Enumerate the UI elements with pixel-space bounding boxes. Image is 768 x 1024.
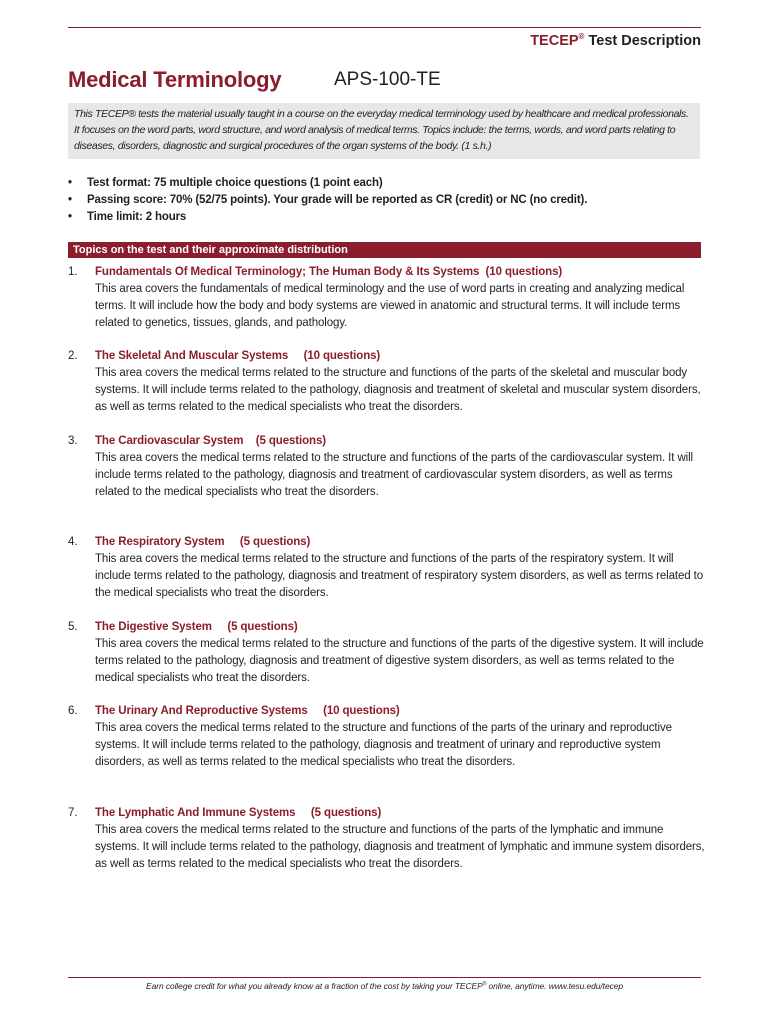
brand-registered-mark: ® [578,32,585,42]
brand-name: TECEP [530,33,579,49]
course-code: APS-100-TE [334,69,441,90]
header-brand [530,33,701,49]
topic-body: This area covers the medical terms related to the structure and functions of the parts of the respiratory system. It will include terms related to the pathology, diagnosis and treatment of respiratory system disorders, as well as terms related to the medical specialists who treat the disorders. [95,553,704,599]
topic-item [68,703,708,771]
time-limit-item: • Time limit: 2 hours [68,209,708,226]
topic-number: 6. [68,705,78,717]
topic-item [68,534,708,602]
topic-body: This area covers the medical terms related to the structure and functions of the parts of the cardiovascular system. It will include terms related to the pathology, diagnosis and treatment of cardiovascular system disorders, as well as terms related to the medical specialists who treat the disorders. [95,452,694,498]
topic-item [68,433,708,501]
topic-item [68,805,708,873]
topic-body: This area covers the medical terms related to the structure and functions of the parts of the urinary and reproductive systems. It will include terms related to the pathology, diagnosis and treatment of urinary and reproductive system disorders, as well as terms related to the medical specialists who treat the disorders. [95,722,672,768]
footer-text [68,981,701,991]
topic-number: 1. [68,266,78,278]
topic-number: 5. [68,621,78,633]
topics-heading-bar: Topics on the test and their approximate distribution [68,242,701,258]
topic-title: The Digestive System (5 questions) [95,621,298,633]
description-box: This TECEP® tests the material usually taught in a course on the everyday medical terminology used by healthcare and medical professionals. It focuses on the word parts, word structure, and word analysis of medical terms. Topics include: the terms, words, and word parts relating to diseases, disorders, diagnostic and surgical procedures of the organ systems of the body. (1 s.h.) [68,103,700,159]
passing-score-item: • Passing score: 70% (52/75 points). Your grade will be reported as CR (credit) or NC (no credit). [68,192,708,209]
topic-title: Fundamentals Of Medical Terminology; The Human Body & Its Systems (10 questions) [95,266,563,278]
topic-title: The Lymphatic And Immune Systems (5 questions) [95,807,382,819]
topic-body: This area covers the medical terms related to the structure and functions of the parts of the digestive system. It will include terms related to the pathology, diagnosis and treatment of digestive system disorders, as well as terms related to the medical specialists who treat the disorders. [95,638,704,684]
header-rule [68,27,701,28]
topic-title: The Skeletal And Muscular Systems (10 questions) [95,350,381,362]
topic-title: The Respiratory System (5 questions) [95,536,311,548]
topic-item [68,264,708,332]
topic-title: The Cardiovascular System (5 questions) [95,435,326,447]
topic-number: 4. [68,536,78,548]
topic-item [68,348,708,416]
topic-number: 2. [68,350,78,362]
topic-body: This area covers the fundamentals of medical terminology and the use of word parts in creating and analyzing medical terms. It will include how the body and body systems are viewed in anatomic and structural terms. It will include terms related to genetics, tissues, glands, and pathology. [95,283,685,329]
topic-item [68,619,708,687]
test-info-list [68,175,708,226]
page-title: Medical Terminology [68,67,282,92]
header-label: Test Description [588,33,701,49]
footer-registered-mark: ® [482,981,487,988]
topic-body: This area covers the medical terms related to the structure and functions of the parts of the skeletal and muscular body systems. It will include terms related to the pathology, diagnosis and treatment of skeletal and muscular system disorders, as well as terms related to the medical specialists who treat the disorders. [95,367,701,413]
topic-number: 7. [68,807,78,819]
topic-number: 3. [68,435,78,447]
footer-text-main: Earn college credit for what you already know at a fraction of the cost by taking your TECEP [146,981,483,991]
footer-text-tail: online, anytime. www.tesu.edu/tecep [486,981,623,991]
test-format-item: • Test format: 75 multiple choice questions (1 point each) [68,175,708,192]
topic-body: This area covers the medical terms related to the structure and functions of the parts of the lymphatic and immune systems. It will include terms related to the pathology, diagnosis and treatment of lymphatic and immune system disorders, as well as terms related to the medical specialists who treat the disorders. [95,824,705,870]
footer-rule [68,977,701,978]
topic-title: The Urinary And Reproductive Systems (10 questions) [95,705,400,717]
